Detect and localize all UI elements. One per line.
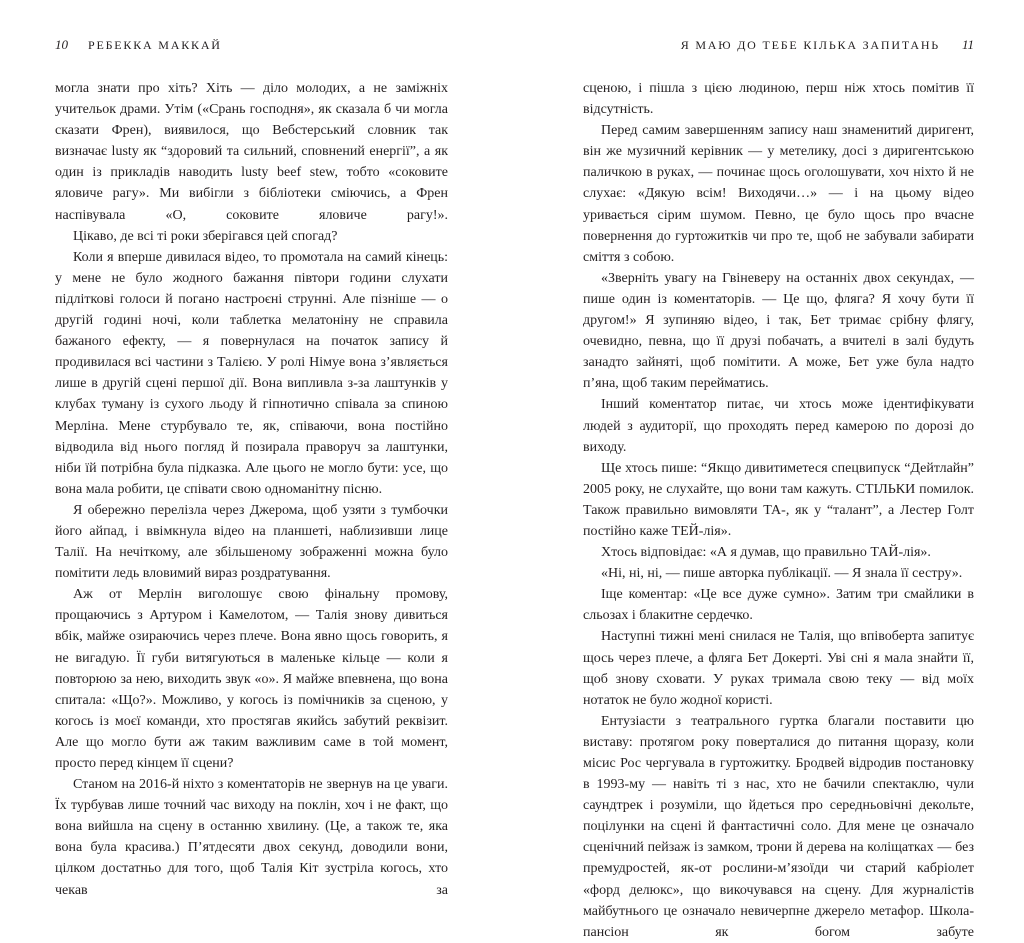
- paragraph: Наступні тижні мені снилася не Талія, що впівоберта запитує щось через плече, а фляга Бет Докерті. Уві сні я мала знайти її, щоб знову сховати. У руках тримала свою теку — від моїх нотаток не було жодної користі.: [583, 629, 974, 708]
- paragraph: «Ні, ні, ні, — пише авторка публікації. — Я знала її сестру».: [601, 566, 963, 582]
- left-running-head: РЕБЕККА МАККАЙ: [88, 38, 222, 52]
- paragraph: Інший коментатор питає, чи хтось може ідентифікувати людей з аудиторії, що проходять перед камерою по дорозі до виходу.: [583, 397, 974, 455]
- paragraph: Аж от Мерлін виголошує свою фінальну промову, прощаючись з Артуром і Камелотом, — Талія знову дивиться вбік, майже озираючись через плече. Вона явно щось говорить, я не вигадую. Її губи витягуються в маленьке кільце — коли я повторюю за нею, виходить звук «о». Я майже впевнена, що вона спитала: «Що?». Можливо, у когось із помічників за сценою, у когось із моєї команди, хто простягав якийсь забутий реквізит. Але що могло бути аж таким важливим саме в той момент, просто перед кінцем її сцени?: [55, 587, 448, 771]
- right-page-body: [583, 78, 974, 943]
- paragraph: Коли я вперше дивилася відео, то промотала на самий кінець: у мене не було жодного бажання півтори години слухати підліткові голоси й погано настроєні струнні. Але пізніше — о другій годині ночі, коли таблетка мелатоніну не справила бажаного ефекту, — я повернулася на початок запису й продивилася всі частини з Талією. У ролі Німуе вона з’являється лише в другій сцені першої дії. Вона випливла з-за лаштунків у клубах туману із сухого льоду й гіпнотично співала за спиною Мерліна. Мене стурбувало те, як, співаючи, вона постійно відводила від нього погляд й позирала праворуч за лаштунки, ніби їй потрібна була підказка. Але цього не могло бути: усе, що вона мала робити, це співати свою одноманітну пісню.: [55, 249, 448, 497]
- left-page: [55, 0, 448, 898]
- paragraph: сценою, і пішла з цією людиною, перш ніж хтось помітив її відсутність.: [583, 81, 974, 118]
- right-page: [583, 0, 974, 940]
- paragraph: Ще хтось пише: “Якщо дивитиметеся спецвипуск “Дейтлайн” 2005 року, не слухайте, що вони там кажуть. СТІЛЬКИ помилок. Також правильно вимовляти ТА-, як у “талант”, а Лестер Голт постійно каже ТЕЙ-лія».: [583, 460, 974, 539]
- right-page-number: 11: [961, 37, 974, 52]
- paragraph: Станом на 2016-й ніхто з коментаторів не звернув на це уваги. Їх турбував лише точний час виходу на поклін, хоч і не факт, що вона вийшла на сцену в останню хвилину. (Це, а також те, яка вона була красива.) П’ятдесяти двох секунд, доводили вони, цілком достатньо для того, щоб Талія Кіт зустріла когось, хто чекав за: [55, 777, 448, 898]
- left-page-number: 10: [55, 37, 68, 52]
- right-running-head: Я МАЮ ДО ТЕБЕ КІЛЬКА ЗАПИТАНЬ: [680, 38, 940, 52]
- left-running-header: [55, 36, 448, 54]
- paragraph: Іще коментар: «Це все дуже сумно». Затим три смайлики в сльозах і блакитне сердечко.: [583, 587, 974, 624]
- left-page-body: [55, 78, 448, 901]
- paragraph: Перед самим завершенням запису наш знаменитий диригент, він же музичний керівник — у метелику, досі з диригентською паличкою в руках, — починає щось оголошувати, хоч ніхто й не слухає: «Дякую всім! Виходячи…» — і на цьому відео уривається сірим шумом. Певно, це було щось про вчасне повернення до гуртожитків чи про те, щоб не забували забирати сміття з собою.: [583, 123, 974, 265]
- paragraph: могла знати про хіть? Хіть — діло молодих, а не заміжніх учительок драми. Утім («Срань господня», як сказала б чи могла сказати Френ), виявилося, що Вебстерський словник так визначає lusty як “здоровий та сильний, сповнений енергії”, а як один із прикладів наводить lusty beef stew, тобто «соковите яловиче рагу». Ми вибігли з бібліотеки сміючись, а Френ наспівувала «О, соковите яловиче рагу!».: [55, 81, 448, 223]
- paragraph: Хтось відповідає: «А я думав, що правильно ТАЙ-лія».: [601, 545, 931, 561]
- paragraph: Я обережно перелізла через Джерома, щоб узяти з тумбочки його айпад, і ввімкнула відео на планшеті, наблизивши лице Талії. На нечіткому, але збільшеному зображенні можна було помітити ледь вловимий вираз роздратування.: [55, 502, 448, 582]
- paragraph: «Зверніть увагу на Гвіневеру на останніх двох секундах, — пише один із коментаторів. — Це що, фляга? Я хочу бути її другом!» Я зупиняю відео, і так, Бет тримає срібну флягу, очевидно, певна, що її друзі побачать, а вчителі в залі будуть занадто зайняті, щоб помітити. А може, Бет уже була надто п’яна, щоб таким перейматись.: [583, 270, 974, 392]
- paragraph: Цікаво, де всі ті роки зберігався цей спогад?: [73, 228, 338, 244]
- right-running-header: [583, 36, 974, 54]
- paragraph: Ентузіасти з театрального гуртка благали поставити цю виставу: протягом року поверталися до питання щоразу, коли місис Рос чергувала в гуртожитку. Бродвей відродив постановку в 1993-му — навіть ті з нас, хто не бачили спектаклю, чули саундтрек і розуміли, що йдеться про середньовічні декольте, поцілунки на сцені й фантастичні соло. Для мене це означало сценічний пейзаж із замком, трони й дерева на коліщатках — без премудростей, як-от рослини-м’язоїди чи старий кабріолет «форд делюкс», що викочувався на сцену. Для журналістів майбутнього це означало невичерпне джерело метафор. Школа-пансіон як богом забуте: [583, 713, 974, 940]
